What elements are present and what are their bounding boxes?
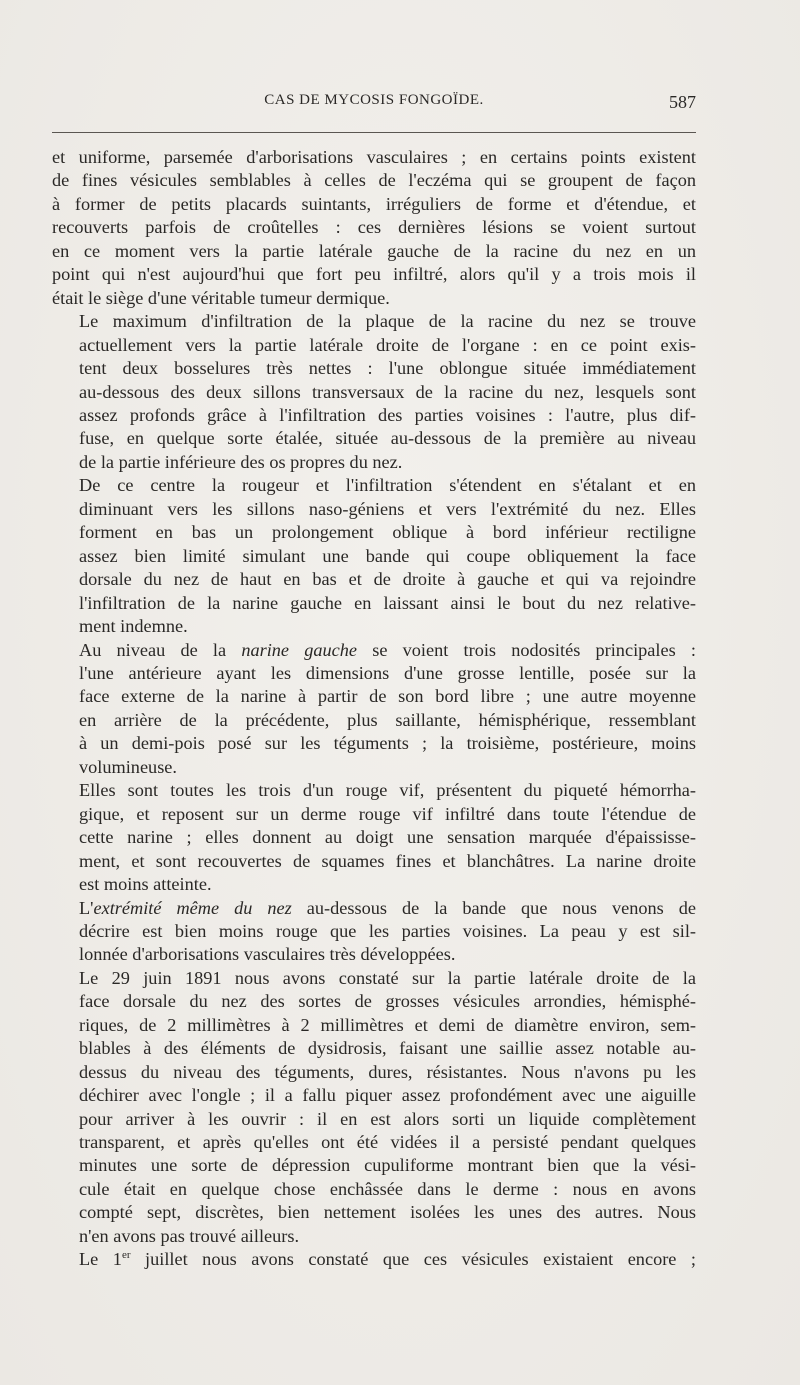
text-line: l'une antérieure ayant les dimensions d'une grosse lentille, posée sur la bbox=[79, 662, 696, 683]
body-text bbox=[52, 146, 696, 1272]
text-line: face externe de la narine à partir de son bord libre ; une autre moyenne bbox=[79, 686, 696, 707]
text-line: recouverts parfois de croûtelles : ces dernières lésions se voient surtout bbox=[52, 217, 696, 238]
page-number: 587 bbox=[669, 92, 696, 112]
text-line: ment indemne. bbox=[79, 616, 188, 637]
text-line: de fines vésicules semblables à celles de l'eczéma qui se groupent de façon bbox=[52, 170, 696, 191]
text-line: est moins atteinte. bbox=[79, 874, 212, 895]
text-line: et uniforme, parsemée d'arborisations vasculaires ; en certains points existent bbox=[52, 147, 696, 167]
text-line: gique, et reposent sur un derme rouge vif infiltré dans toute l'étendue de bbox=[79, 803, 696, 824]
paragraph-2 bbox=[52, 310, 696, 474]
text-fragment: Au niveau de la bbox=[79, 639, 242, 660]
text-line: face dorsale du nez des sortes de grosses vésicules arrondies, hémisphé- bbox=[79, 991, 696, 1012]
text-line: en arrière de la précédente, plus saillante, hémisphérique, ressemblant bbox=[79, 709, 696, 730]
italic-term: narine gauche bbox=[241, 639, 358, 660]
text-line: cette narine ; elles donnent au doigt une sensation marquée d'épaississe- bbox=[79, 827, 696, 848]
text-line: assez profonds grâce à l'infiltration des parties voisines : l'autre, plus dif- bbox=[79, 404, 696, 425]
paragraph-8 bbox=[52, 1248, 696, 1271]
paragraph-4 bbox=[52, 639, 696, 780]
text-line: dessus du niveau des téguments, dures, résistantes. Nous n'avons pu les bbox=[79, 1061, 696, 1082]
text-line: l'infiltration de la narine gauche en laissant ainsi le bout du nez relative- bbox=[79, 592, 696, 613]
text-line: blables à des éléments de dysidrosis, faisant une saillie assez notable au- bbox=[79, 1038, 696, 1059]
text-line: transparent, et après qu'elles ont été vidées il a persisté pendant quelques bbox=[79, 1132, 696, 1153]
text-line: n'en avons pas trouvé ailleurs. bbox=[79, 1225, 300, 1246]
text-line: De ce centre la rougeur et l'infiltration s'étendent en s'étalant et en bbox=[79, 475, 696, 496]
text-line bbox=[52, 897, 696, 920]
paragraph-6 bbox=[52, 897, 696, 967]
text-line bbox=[52, 1248, 696, 1271]
text-line: forment en bas un prolongement oblique à bord inférieur rectiligne bbox=[79, 522, 696, 543]
text-line: riques, de 2 millimètres à 2 millimètres et demi de diamètre environ, sem- bbox=[79, 1014, 696, 1035]
text-fragment: Le 1 bbox=[79, 1249, 122, 1270]
text-line: cule était en quelque chose enchâssée dans le derme : nous en avons bbox=[79, 1178, 696, 1199]
text-fragment: au-dessous de la bande que nous venons de bbox=[291, 897, 696, 918]
text-line: assez bien limité simulant une bande qui coupe obliquement la face bbox=[79, 545, 696, 566]
text-line: décrire est bien moins rouge que les parties voisines. La peau y est sil- bbox=[79, 920, 696, 941]
text-line: minutes une sorte de dépression cupuliforme montrant bien que la vési- bbox=[79, 1155, 696, 1176]
text-line: à un demi-pois posé sur les téguments ; la troisième, postérieure, moins bbox=[79, 733, 696, 754]
text-line: était le siège d'une véritable tumeur dermique. bbox=[52, 287, 390, 308]
text-fragment: juillet nous avons constaté que ces vésicules existaient encore ; bbox=[130, 1249, 697, 1270]
text-fragment: se voient trois nodosités principales : bbox=[357, 639, 696, 660]
text-line: fuse, en quelque sorte étalée, située au-dessous de la première au niveau bbox=[79, 428, 696, 449]
text-line: déchirer avec l'ongle ; il a fallu piquer assez profondément avec une aiguille bbox=[79, 1085, 696, 1106]
text-line: point qui n'est aujourd'hui que fort peu infiltré, alors qu'il y a trois mois il bbox=[52, 264, 696, 285]
text-line: à former de petits placards suintants, irréguliers de forme et d'étendue, et bbox=[52, 193, 696, 214]
text-line: volumineuse. bbox=[79, 756, 177, 777]
text-fragment: L' bbox=[79, 897, 94, 918]
text-line: diminuant vers les sillons naso-géniens et vers l'extrémité du nez. Elles bbox=[79, 498, 696, 519]
text-line: dorsale du nez de haut en bas et de droite à gauche et qui va rejoindre bbox=[79, 569, 696, 590]
text-line bbox=[52, 639, 696, 662]
text-line: compté sept, discrètes, bien nettement isolées les unes des autres. Nous bbox=[79, 1202, 696, 1223]
running-title: CAS DE MYCOSIS FONGOÏDE. bbox=[264, 92, 484, 108]
text-line: Elles sont toutes les trois d'un rouge vif, présentent du piqueté hémorrha- bbox=[79, 780, 696, 801]
text-line: pour arriver à les ouvrir : il en est alors sorti un liquide complètement bbox=[79, 1108, 696, 1129]
text-line: Le maximum d'infiltration de la plaque de la racine du nez se trouve bbox=[79, 311, 696, 332]
text-line: au-dessous des deux sillons transversaux de la racine du nez, lesquels sont bbox=[79, 381, 696, 402]
paragraph-5 bbox=[52, 779, 696, 896]
superscript: er bbox=[121, 1249, 131, 1262]
text-line: ment, et sont recouvertes de squames fines et blanchâtres. La narine droite bbox=[79, 850, 696, 871]
italic-term: extrémité même du nez bbox=[93, 897, 292, 918]
header-rule bbox=[52, 132, 696, 133]
paragraph-1 bbox=[52, 146, 696, 310]
text-line: Le 29 juin 1891 nous avons constaté sur la partie latérale droite de la bbox=[79, 967, 696, 988]
page-header bbox=[52, 92, 696, 122]
text-line: actuellement vers la partie latérale droite de l'organe : en ce point exis- bbox=[79, 334, 696, 355]
text-line: de la partie inférieure des os propres du nez. bbox=[79, 451, 403, 472]
text-line: lonnée d'arborisations vasculaires très développées. bbox=[79, 944, 456, 965]
paragraph-7 bbox=[52, 967, 696, 1248]
text-line: tent deux bosselures très nettes : l'une oblongue située immédiatement bbox=[79, 358, 696, 379]
text-line: en ce moment vers la partie latérale gauche de la racine du nez en un bbox=[52, 240, 696, 261]
paragraph-3 bbox=[52, 474, 696, 638]
